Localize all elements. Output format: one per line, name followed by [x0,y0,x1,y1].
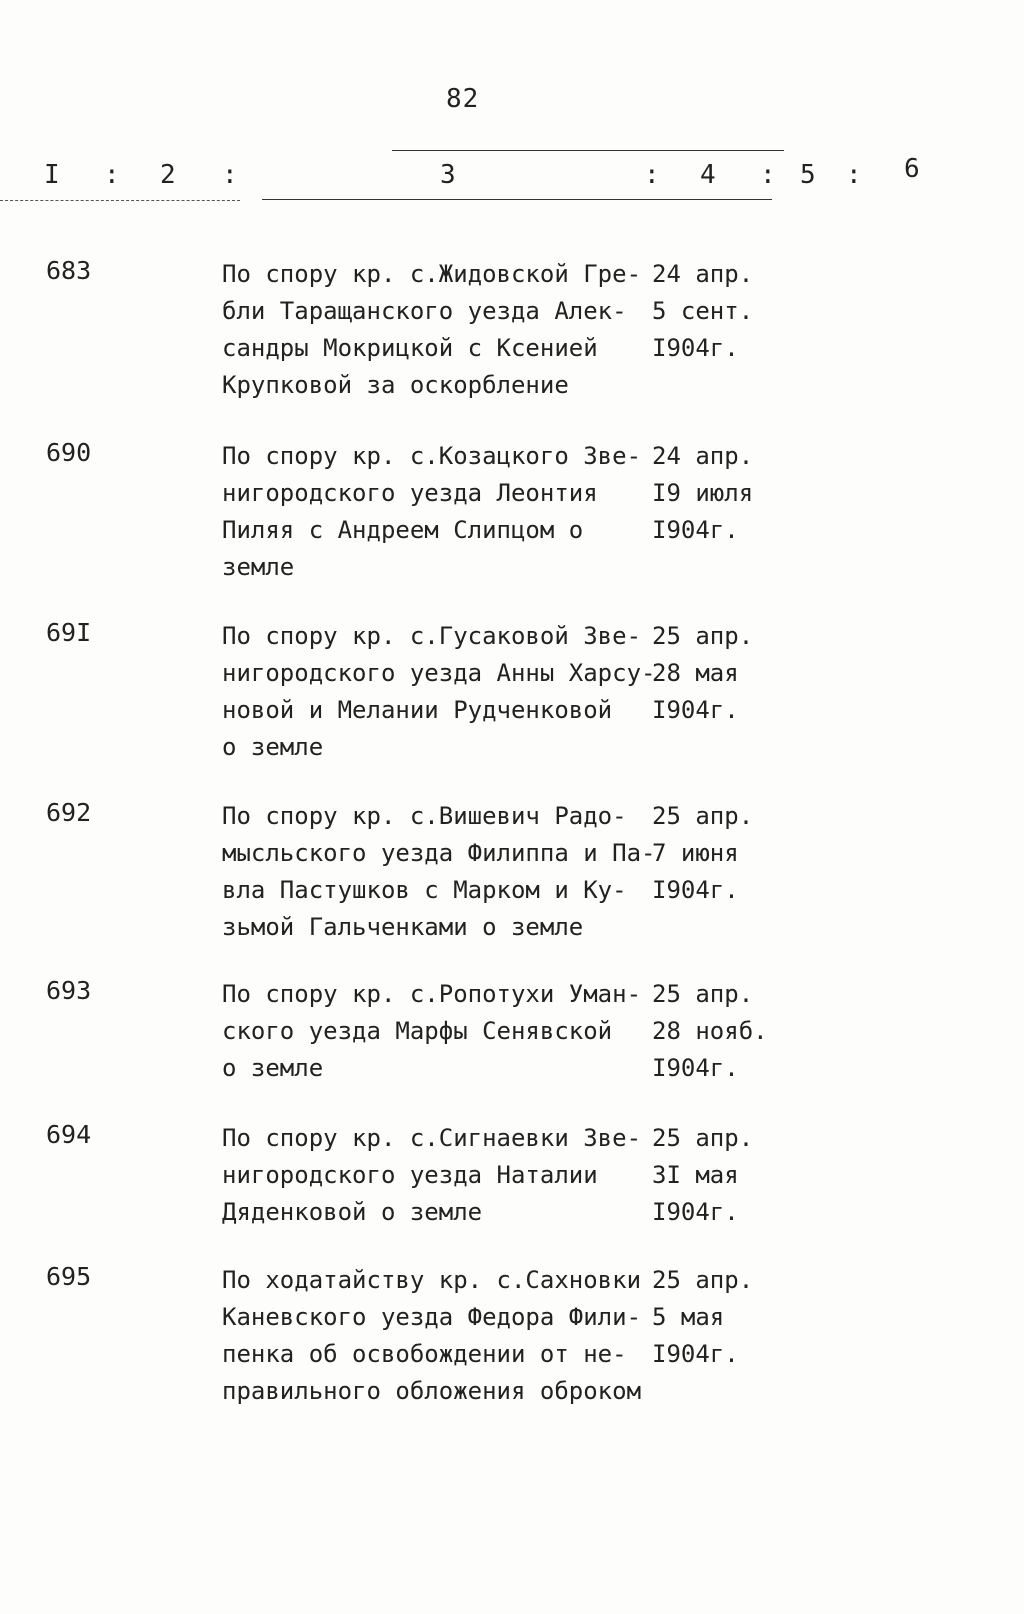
entry-dates: 25 апр. 3I мая I904г. [652,1124,754,1226]
entry-dates: 24 апр. I9 июля I904г. [652,442,754,544]
entry-number: 69I [46,618,92,647]
entry-dates: 25 апр. 28 нояб. I904г. [652,980,768,1082]
entry-dates: 24 апр. 5 сент. I904г. [652,260,754,362]
col-separator: : [760,160,776,190]
page-number: 82 [446,84,480,114]
col-3-label: 3 [440,160,456,190]
entry-description: По спору кр. с.Гусаковой Зве- нигородского уезда Анны Харсу- новой и Мелании Рудченковой о земле [222,622,656,761]
col-1-label: I [44,160,60,190]
header-bottom-rule-right [262,199,772,200]
entry-number: 695 [46,1262,92,1291]
entry-number: 693 [46,976,92,1005]
entry-description: По спору кр. с.Вишевич Радо- мысльского уезда Филиппа и Па- вла Пастушков с Марком и Ку- зьмой Гальченками о земле [222,802,656,941]
entry-description: По спору кр. с.Ропотухи Уман- ского уезда Марфы Сенявской о земле [222,980,642,1082]
entry-description: По ходатайству кр. с.Сахновки Каневского уезда Федора Фили- пенка об освобождении от не- правильного обложения оброком [222,1266,642,1405]
col-separator: : [222,160,238,190]
col-4-label: 4 [700,160,716,190]
entry-number: 683 [46,256,92,285]
header-bottom-rule-left [0,200,240,201]
entry-description: По спору кр. с.Жидовской Гре- бли Таращанского уезда Алек- сандры Мокрицкой с Ксенией Крупковой за оскорбление [222,260,642,399]
entry-number: 694 [46,1120,92,1149]
entry-dates: 25 апр. 7 июня I904г. [652,802,754,904]
entry-number: 692 [46,798,92,827]
col-6-label: 6 [904,154,920,184]
column-header [0,154,1024,200]
col-5-label: 5 [800,160,816,190]
header-top-rule [392,150,784,151]
col-separator: : [644,160,660,190]
entry-description: По спору кр. с.Козацкого Зве- нигородского уезда Леонтия Пиляя с Андреем Слипцом о земле [222,442,642,581]
col-separator: : [846,160,862,190]
entry-dates: 25 апр. 5 мая I904г. [652,1266,754,1368]
entry-number: 690 [46,438,92,467]
col-separator: : [104,160,120,190]
entry-description: По спору кр. с.Сигнаевки Зве- нигородского уезда Наталии Дяденковой о земле [222,1124,642,1226]
entry-dates: 25 апр. 28 мая I904г. [652,622,754,724]
col-2-label: 2 [160,160,176,190]
